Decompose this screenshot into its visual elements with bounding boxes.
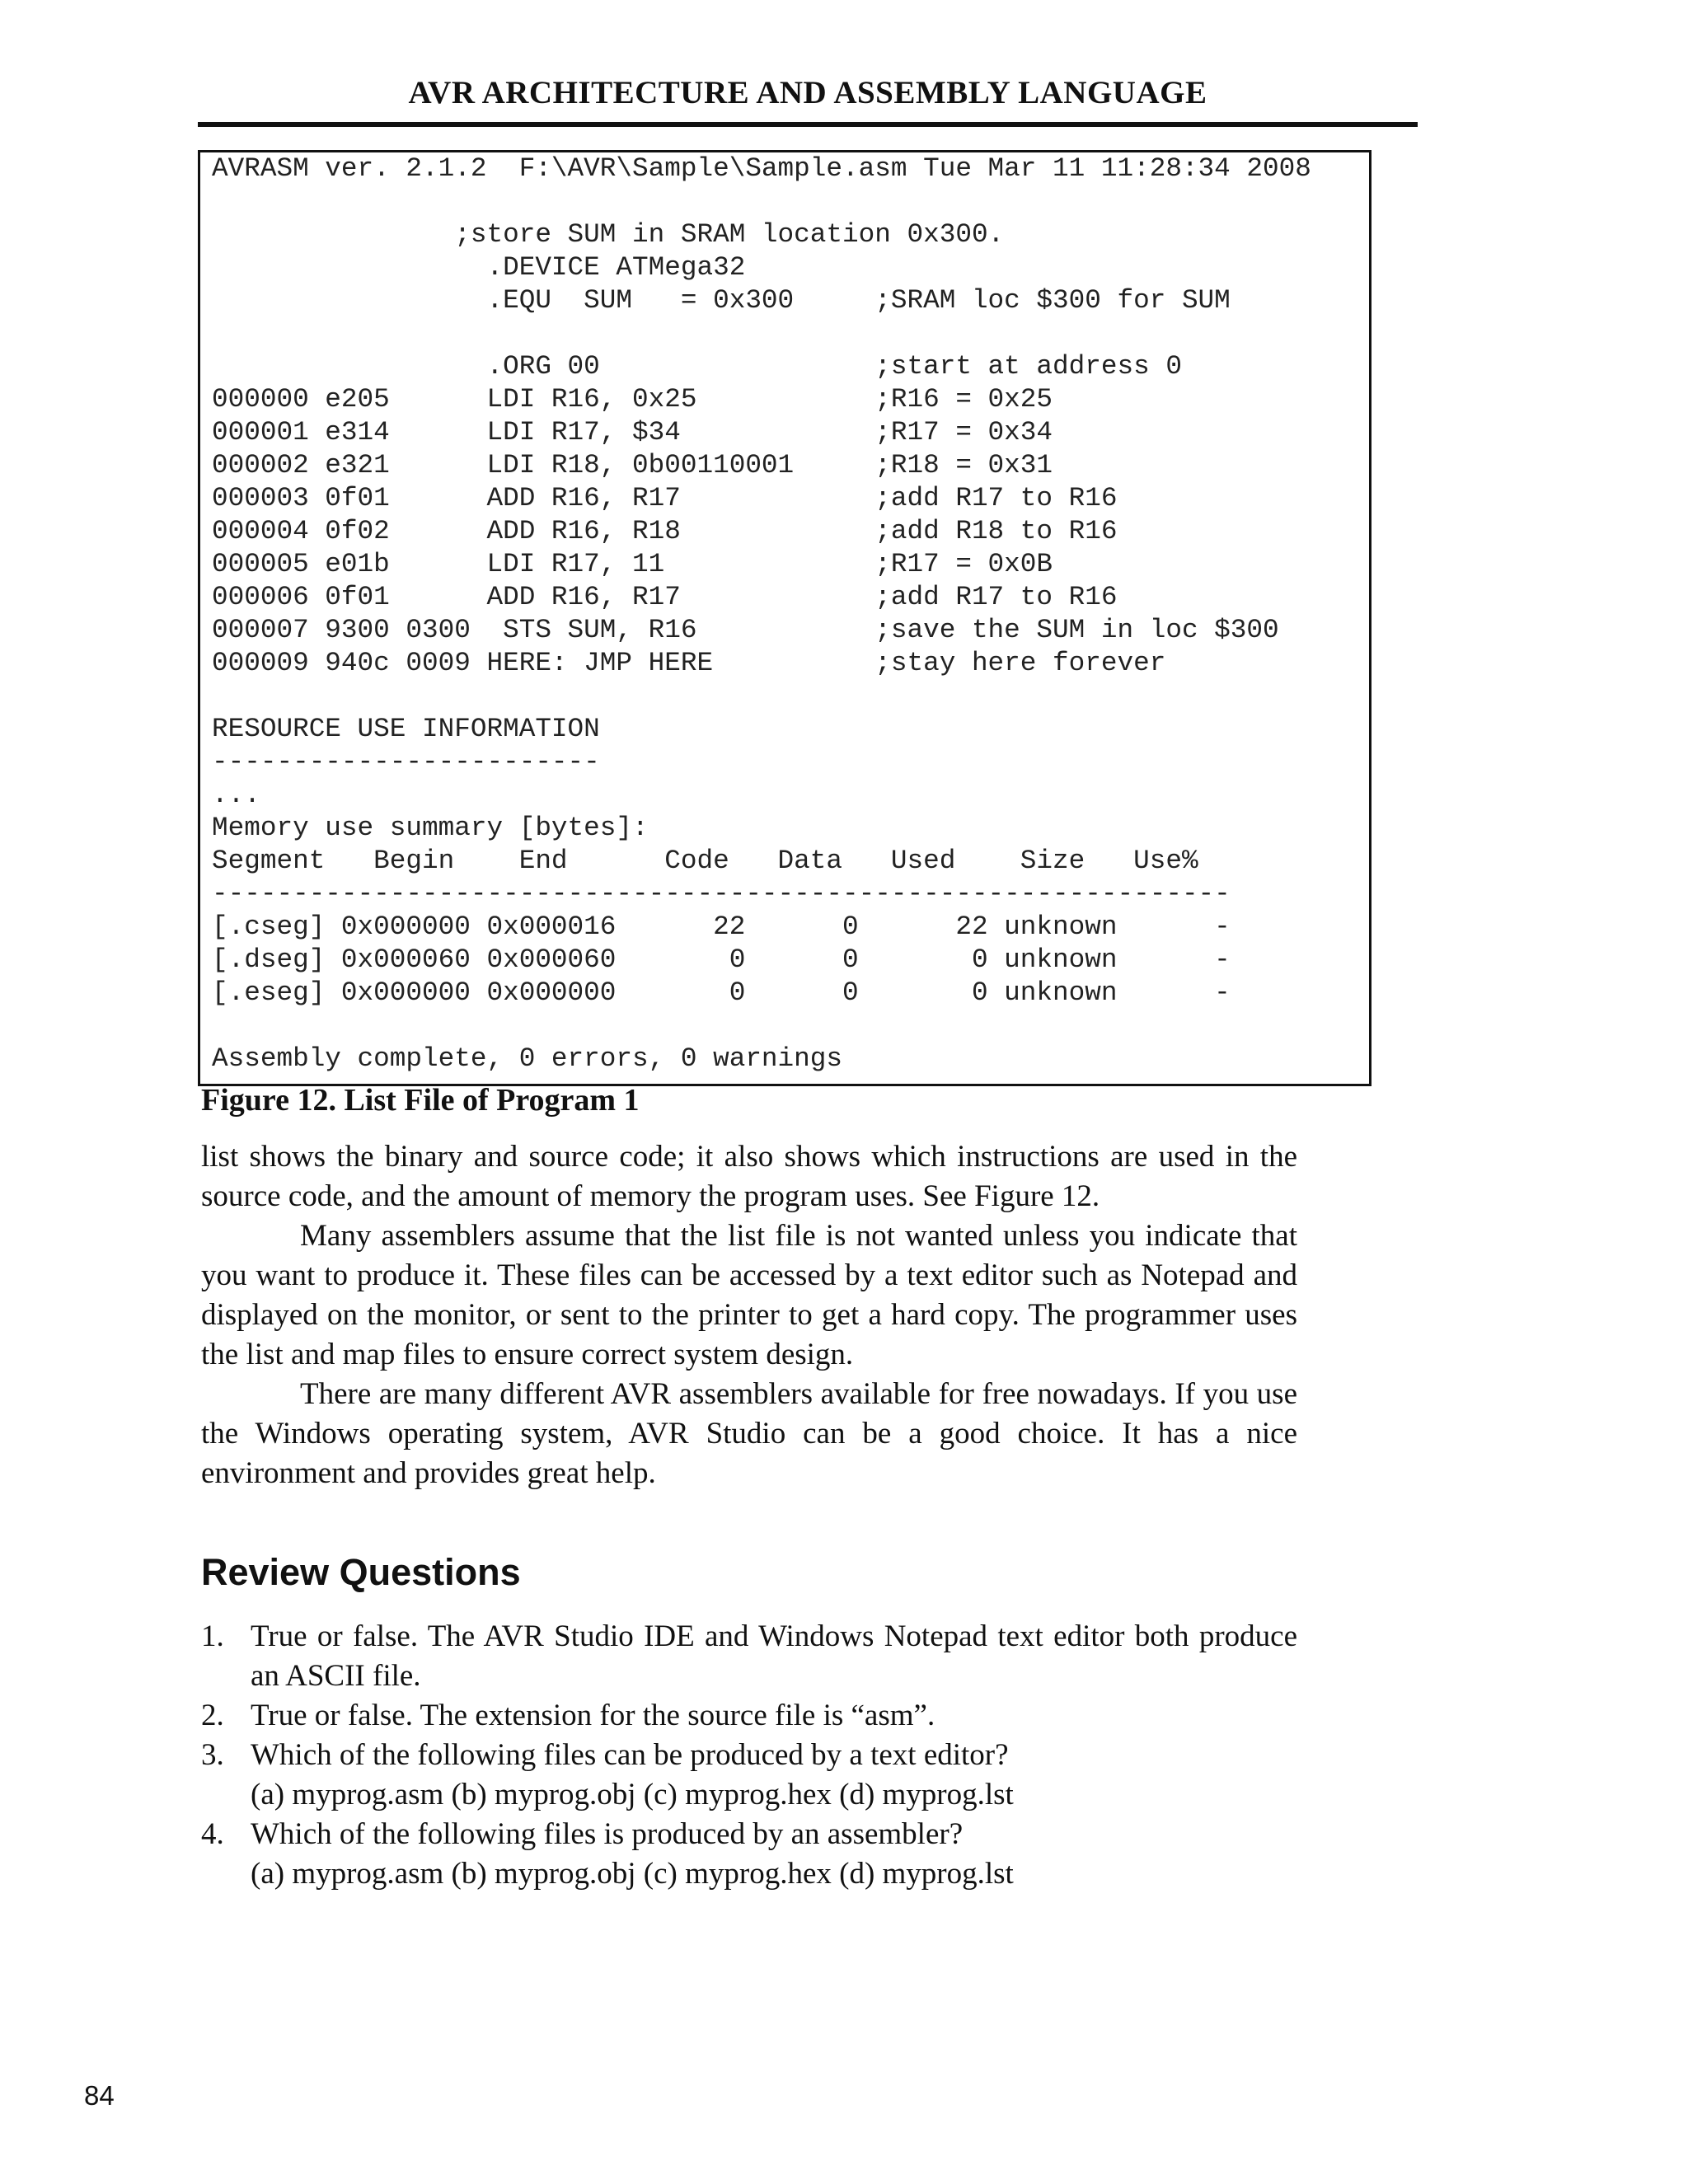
listing-line: Assembly complete, 0 errors, 0 warnings [212,1043,843,1074]
review-question [201,1736,1297,1815]
listing-line: AVRASM ver. 2.1.2 F:\AVR\Sample\Sample.asm Tue Mar 11 11:28:34 2008 [212,153,1311,184]
listing-line: [.cseg] 0x000000 0x000016 22 0 22 unknown - [212,912,1231,942]
listing-line: ;store SUM in SRAM location 0x300. [212,219,1005,250]
question-number: 4. [201,1817,224,1851]
body-paragraph: list shows the binary and source code; it also shows which instructions are used in the source code, and the amount of memory the program uses. See Figure 12. [201,1140,1297,1213]
running-head: AVR ARCHITECTURE AND ASSEMBLY LANGUAGE [408,75,1207,110]
question-number: 2. [201,1699,224,1732]
listing-line: [.dseg] 0x000060 0x000060 0 0 0 unknown - [212,944,1231,975]
review-question [201,1815,1297,1894]
listing-line: 000009 940c 0009 HERE: JMP HERE ;stay here forever [212,648,1166,678]
header-rule [198,122,1418,127]
listing-line: ... [212,780,260,810]
listing-line: --------------------------------------------------------------- [212,879,1231,909]
listing-line: 000006 0f01 ADD R16, R17 ;add R17 to R16 [212,582,1118,612]
listing-line: 000004 0f02 ADD R16, R18 ;add R18 to R16 [212,516,1118,546]
listing-line: Segment Begin End Code Data Used Size Use% [212,846,1198,876]
listing-line: [.eseg] 0x000000 0x000000 0 0 0 unknown - [212,977,1231,1008]
body-paragraph: There are many different AVR assemblers available for free nowadays. If you use the Windows operating system, AVR Studio can be a good choice. It has a nice environment and provides great help. [201,1377,1297,1490]
question-text: True or false. The extension for the source file is “asm”. [251,1699,935,1732]
list-file-listing [212,152,1311,1076]
listing-line: .EQU SUM = 0x300 ;SRAM loc $300 for SUM [212,285,1231,316]
listing-line: ------------------------ [212,747,600,777]
listing-line: .DEVICE ATMega32 [212,252,746,283]
listing-line: 000001 e314 LDI R17, $34 ;R17 = 0x34 [212,417,1053,448]
review-question [201,1696,1297,1736]
page-number: 84 [84,2080,115,2111]
listing-line: 000000 e205 LDI R16, 0x25 ;R16 = 0x25 [212,384,1053,415]
question-options: (a) myprog.asm (b) myprog.obj (c) myprog.hex (d) myprog.lst [251,1778,1014,1811]
question-text: Which of the following files can be produced by a text editor? [251,1738,1009,1772]
question-number: 3. [201,1738,224,1772]
question-options: (a) myprog.asm (b) myprog.obj (c) myprog.hex (d) myprog.lst [251,1857,1014,1891]
question-text: True or false. The AVR Studio IDE and Windows Notepad text editor both produce an ASCII file. [251,1619,1297,1693]
body-paragraph: Many assemblers assume that the list file is not wanted unless you indicate that you want to produce it. These files can be accessed by a text editor such as Notepad and displayed on the monitor, or sent to the printer to get a hard copy. The programmer uses the list and map files to ensure correct system design. [201,1219,1297,1371]
listing-line: RESOURCE USE INFORMATION [212,714,600,744]
listing-line: 000003 0f01 ADD R16, R17 ;add R17 to R16 [212,483,1118,513]
review-question [201,1617,1297,1696]
question-number: 1. [201,1619,224,1653]
listing-line: 000002 e321 LDI R18, 0b00110001 ;R18 = 0x31 [212,450,1053,480]
listing-line: 000005 e01b LDI R17, 11 ;R17 = 0x0B [212,549,1053,579]
listing-line: 000007 9300 0300 STS SUM, R16 ;save the SUM in loc $300 [212,615,1279,645]
list-file-box [198,150,1372,1086]
question-text: Which of the following files is produced by an assembler? [251,1817,964,1851]
review-questions-list [201,1617,1297,1894]
listing-line: Memory use summary [bytes]: [212,813,649,843]
listing-line: .ORG 00 ;start at address 0 [212,351,1182,382]
section-heading: Review Questions [201,1551,521,1593]
figure-caption: Figure 12. List File of Program 1 [201,1083,640,1118]
